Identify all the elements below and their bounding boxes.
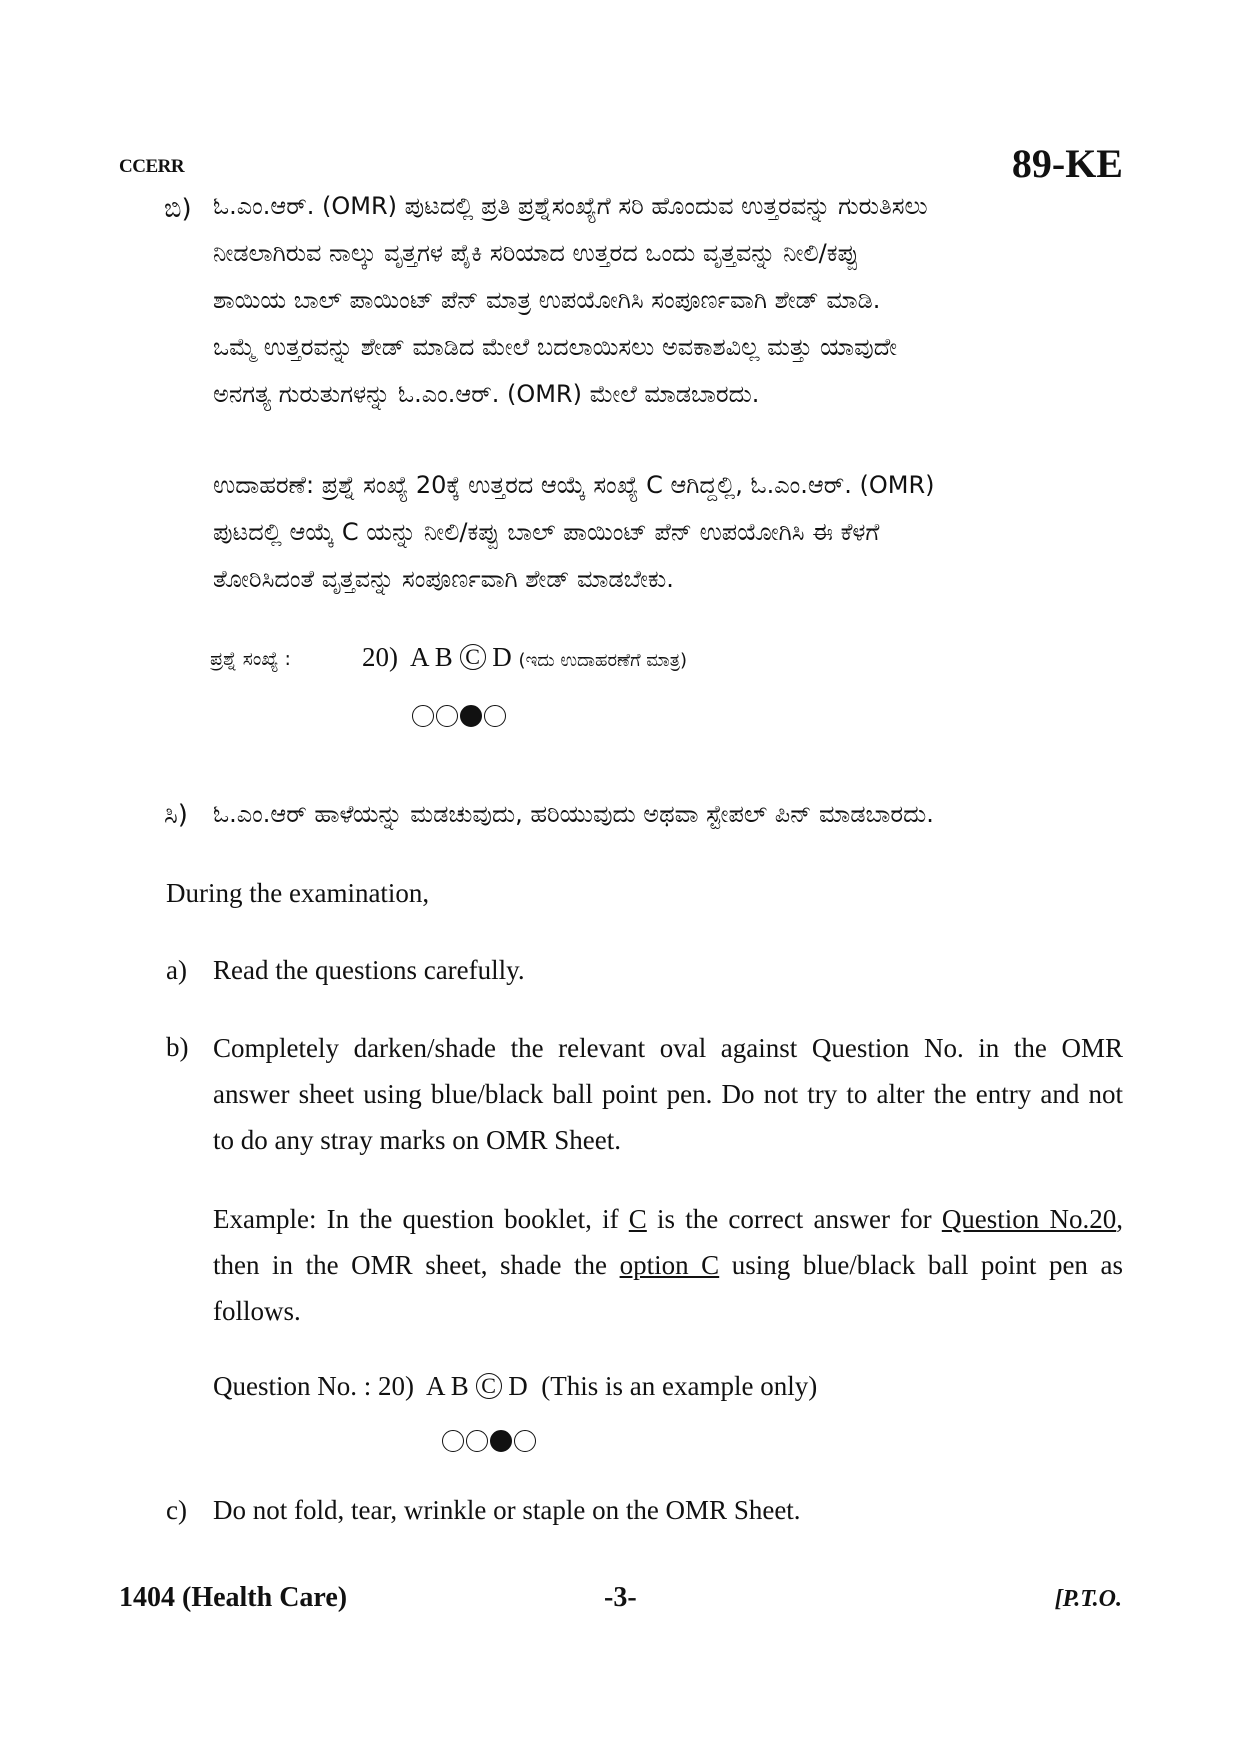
- example-option-c: option C: [619, 1250, 720, 1280]
- english-b-marker: b): [166, 1032, 189, 1062]
- example-text: Example: In the question booklet, if: [213, 1204, 629, 1234]
- english-example-line3: follows.: [213, 1296, 301, 1326]
- english-c-marker: c): [166, 1495, 187, 1525]
- option-c-circled: C: [476, 1373, 502, 1399]
- english-b-line: to do any stray marks on OMR Sheet.: [213, 1125, 621, 1155]
- paper-code: 89-KE: [1011, 141, 1123, 186]
- english-example-line1: [213, 1196, 1123, 1242]
- kannada-b-marker: ಬಿ): [164, 194, 192, 224]
- page-number: -3-: [604, 1582, 637, 1613]
- question-label: Question No. : 20): [213, 1371, 414, 1401]
- bubble-a: [412, 705, 434, 727]
- english-b-paragraph: [213, 1025, 1123, 1163]
- kannada-example-note: (ಇದು ಉದಾಹರಣೆಗೆ ಮಾತ್ರ): [518, 650, 688, 671]
- kannada-b-paragraph: [213, 183, 1123, 418]
- english-c-text: Do not fold, tear, wrinkle or staple on the OMR Sheet.: [213, 1495, 801, 1525]
- option-c-circled: C: [460, 644, 486, 670]
- kannada-example-paragraph: [213, 462, 1123, 603]
- header-code: CCERR: [119, 156, 185, 177]
- kannada-question-example: [362, 642, 687, 673]
- kannada-example-line: ತೋರಿಸಿದಂತೆ ವೃತ್ತವನ್ನು ಸಂಪೂರ್ಣವಾಗಿ ಶೇಡ್ ಮಾಡಬೇಕು.: [213, 565, 674, 593]
- kannada-b-line: ಶಾಯಿಯ ಬಾಲ್ ಪಾಯಿಂಟ್ ಪೆನ್ ಮಾತ್ರ ಉಪಯೋಗಿಸಿ ಸಂಪೂರ್ಣವಾಗಿ ಶೇಡ್ ಮಾಡಿ.: [213, 286, 881, 314]
- bubble-d: [484, 705, 506, 727]
- footer-subject: 1404 (Health Care): [119, 1582, 348, 1613]
- option-a: A: [426, 1371, 445, 1401]
- example-text: ,: [1116, 1204, 1123, 1234]
- option-a: A: [410, 642, 429, 672]
- english-a-marker: a): [166, 955, 187, 985]
- pto-label: [P.T.O.: [1054, 1586, 1122, 1612]
- example-text: then in the OMR sheet, shade the: [213, 1250, 620, 1280]
- english-example-paragraph: [213, 1196, 1123, 1334]
- example-question-no: Question No.20: [941, 1204, 1117, 1234]
- bubble-c-filled: [460, 705, 482, 727]
- option-d: D: [492, 642, 512, 672]
- bubble-b: [466, 1430, 488, 1452]
- english-b-line: Completely darken/shade the relevant oval against Question No. in the OMR: [213, 1033, 1123, 1063]
- example-answer-c: C: [628, 1204, 647, 1234]
- kannada-example-line: ಉದಾಹರಣೆ: ಪ್ರಶ್ನೆ ಸಂಖ್ಯೆ 20ಕ್ಕೆ ಉತ್ತರದ ಆಯ್ಕೆ ಸಂಖ್ಯೆ C ಆಗಿದ್ದಲ್ಲಿ, ಓ.ಎಂ.ಆರ್. (OMR): [213, 471, 935, 499]
- kannada-c-marker: ಸಿ): [164, 800, 188, 830]
- question-number: 20): [362, 642, 398, 672]
- omr-bubbles-english: [442, 1430, 536, 1452]
- english-a-text: Read the questions carefully.: [213, 955, 525, 985]
- bubble-d: [514, 1430, 536, 1452]
- example-text: is the correct answer for: [646, 1204, 942, 1234]
- kannada-question-label: ಪ್ರಶ್ನೆ ಸಂಖ್ಯೆ :: [210, 648, 291, 670]
- option-d: D: [508, 1371, 528, 1401]
- example-text: using blue/black ball point pen as: [719, 1250, 1123, 1280]
- english-example-line2: [213, 1242, 1123, 1288]
- kannada-b-line: ನೀಡಲಾಗಿರುವ ನಾಲ್ಕು ವೃತ್ತಗಳ ಪೈಕಿ ಸರಿಯಾದ ಉತ್ತರದ ಒಂದು ವೃತ್ತವನ್ನು ನೀಲಿ/ಕಪ್ಪು: [213, 239, 859, 267]
- omr-bubbles-kannada: [412, 705, 506, 727]
- bubble-b: [436, 705, 458, 727]
- kannada-b-line: ಒಮ್ಮೆ ಉತ್ತರವನ್ನು ಶೇಡ್ ಮಾಡಿದ ಮೇಲೆ ಬದಲಾಯಿಸಲು ಅವಕಾಶವಿಲ್ಲ ಮತ್ತು ಯಾವುದೇ: [213, 333, 898, 361]
- english-question-example: [213, 1371, 817, 1402]
- kannada-example-line: ಪುಟದಲ್ಲಿ ಆಯ್ಕೆ C ಯನ್ನು ನೀಲಿ/ಕಪ್ಪು ಬಾಲ್ ಪಾಯಿಂಟ್ ಪೆನ್ ಉಪಯೋಗಿಸಿ ಈ ಕೆಳಗೆ: [213, 518, 880, 546]
- bubble-a: [442, 1430, 464, 1452]
- option-b: B: [434, 642, 453, 672]
- bubble-c-filled: [490, 1430, 512, 1452]
- kannada-b-line: ಅನಗತ್ಯ ಗುರುತುಗಳನ್ನು ಓ.ಎಂ.ಆರ್. (OMR) ಮೇಲೆ ಮಾಡಬಾರದು.: [213, 380, 760, 408]
- option-b: B: [450, 1371, 469, 1401]
- english-example-note: (This is an example only): [541, 1371, 818, 1401]
- kannada-b-line: ಓ.ಎಂ.ಆರ್. (OMR) ಪುಟದಲ್ಲಿ ಪ್ರತಿ ಪ್ರಶ್ನೆಸಂಖ್ಯೆಗೆ ಸರಿ ಹೊಂದುವ ಉತ್ತರವನ್ನು ಗುರುತಿಸಲು: [213, 192, 928, 220]
- english-b-line: answer sheet using blue/black ball point pen. Do not try to alter the entry and not: [213, 1079, 1123, 1109]
- kannada-c-text: ಓ.ಎಂ.ಆರ್ ಹಾಳೆಯನ್ನು ಮಡಚುವುದು, ಹರಿಯುವುದು ಅಥವಾ ಸ್ಟೇಪಲ್ ಪಿನ್ ಮಾಡಬಾರದು.: [213, 800, 934, 828]
- english-intro: During the examination,: [166, 878, 430, 908]
